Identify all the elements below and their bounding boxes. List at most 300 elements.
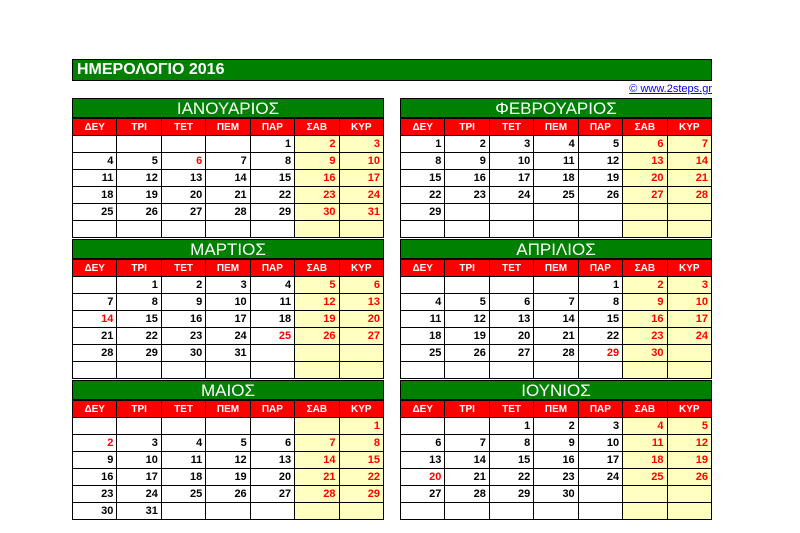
day-cell: 5 (445, 294, 489, 311)
month-grid (400, 118, 712, 238)
day-cell: 20 (250, 469, 294, 486)
weekday-header: ΠΕΜ (206, 260, 250, 277)
day-cell: 24 (667, 328, 711, 345)
day-cell: 9 (73, 452, 117, 469)
day-cell (339, 221, 383, 238)
day-cell: 12 (445, 311, 489, 328)
day-cell: 15 (250, 170, 294, 187)
day-cell: 21 (73, 328, 117, 345)
day-cell: 21 (445, 469, 489, 486)
day-cell: 15 (489, 452, 533, 469)
day-cell: 18 (534, 170, 578, 187)
day-cell: 4 (623, 418, 667, 435)
week-row (73, 153, 384, 170)
day-cell: 2 (534, 418, 578, 435)
day-cell (161, 418, 205, 435)
week-row (73, 328, 384, 345)
day-cell (161, 136, 205, 153)
copyright-link[interactable]: © www.2steps.gr (629, 83, 712, 95)
day-cell: 27 (161, 204, 205, 221)
day-cell: 25 (534, 187, 578, 204)
day-cell: 2 (161, 277, 205, 294)
day-cell: 3 (117, 435, 161, 452)
day-cell: 19 (578, 170, 622, 187)
day-cell: 6 (489, 294, 533, 311)
weekday-header: ΠΑΡ (578, 260, 622, 277)
day-cell (489, 362, 533, 379)
day-cell: 20 (339, 311, 383, 328)
day-cell (295, 345, 339, 362)
week-row (73, 345, 384, 362)
weekday-header: ΚΥΡ (667, 119, 711, 136)
weekday-header: ΠΑΡ (250, 401, 294, 418)
day-cell: 8 (339, 435, 383, 452)
weekday-header: ΣΑΒ (623, 119, 667, 136)
day-cell: 11 (250, 294, 294, 311)
day-cell: 8 (489, 435, 533, 452)
weekday-header: ΚΥΡ (667, 401, 711, 418)
week-row (73, 469, 384, 486)
day-cell: 17 (489, 170, 533, 187)
month-grid (72, 259, 384, 379)
day-cell: 24 (489, 187, 533, 204)
day-cell: 2 (445, 136, 489, 153)
day-cell: 13 (401, 452, 445, 469)
weekday-header: ΠΕΜ (534, 260, 578, 277)
day-cell (489, 277, 533, 294)
day-cell: 29 (578, 345, 622, 362)
day-cell: 15 (401, 170, 445, 187)
day-cell: 4 (534, 136, 578, 153)
weekday-header: ΠΕΜ (534, 401, 578, 418)
day-cell: 11 (401, 311, 445, 328)
day-cell (206, 362, 250, 379)
day-cell: 3 (206, 277, 250, 294)
week-row (401, 486, 712, 503)
day-cell: 14 (73, 311, 117, 328)
day-cell: 8 (117, 294, 161, 311)
week-row (73, 221, 384, 238)
day-cell: 6 (623, 136, 667, 153)
month-block (400, 98, 712, 238)
day-cell: 19 (667, 452, 711, 469)
day-cell: 27 (250, 486, 294, 503)
day-cell: 27 (489, 345, 533, 362)
day-cell: 26 (117, 204, 161, 221)
day-cell: 23 (445, 187, 489, 204)
day-cell (667, 503, 711, 520)
day-cell: 25 (401, 345, 445, 362)
week-row (73, 136, 384, 153)
day-cell (623, 503, 667, 520)
day-cell: 27 (339, 328, 383, 345)
day-cell: 15 (578, 311, 622, 328)
day-cell: 1 (117, 277, 161, 294)
day-cell: 13 (161, 170, 205, 187)
day-cell: 18 (401, 328, 445, 345)
day-cell: 12 (295, 294, 339, 311)
week-row (73, 435, 384, 452)
week-row (401, 328, 712, 345)
day-cell: 12 (667, 435, 711, 452)
day-cell: 10 (339, 153, 383, 170)
day-cell: 31 (117, 503, 161, 520)
week-row (401, 187, 712, 204)
day-cell: 22 (117, 328, 161, 345)
day-cell: 20 (161, 187, 205, 204)
day-cell: 7 (295, 435, 339, 452)
day-cell: 8 (250, 153, 294, 170)
week-row (401, 311, 712, 328)
day-cell: 1 (578, 277, 622, 294)
day-cell (401, 418, 445, 435)
day-cell (339, 362, 383, 379)
day-cell: 22 (489, 469, 533, 486)
day-cell: 12 (206, 452, 250, 469)
day-cell (445, 221, 489, 238)
day-cell (295, 362, 339, 379)
day-cell: 4 (161, 435, 205, 452)
day-cell: 29 (489, 486, 533, 503)
day-cell: 8 (401, 153, 445, 170)
day-cell (339, 503, 383, 520)
day-cell: 17 (117, 469, 161, 486)
day-cell: 18 (161, 469, 205, 486)
calendar-title: ΗΜΕΡΟΛΟΓΙΟ 2016 (72, 59, 712, 81)
weekday-header: ΤΡΙ (445, 119, 489, 136)
day-cell: 15 (117, 311, 161, 328)
day-cell: 31 (206, 345, 250, 362)
day-cell (206, 418, 250, 435)
weekday-header: ΚΥΡ (667, 260, 711, 277)
day-cell: 17 (667, 311, 711, 328)
weekday-header: ΣΑΒ (295, 401, 339, 418)
day-cell: 14 (667, 153, 711, 170)
day-cell (534, 221, 578, 238)
day-cell: 18 (73, 187, 117, 204)
weekday-header: ΤΡΙ (445, 401, 489, 418)
day-cell: 23 (73, 486, 117, 503)
month-block (400, 380, 712, 520)
day-cell: 13 (489, 311, 533, 328)
day-cell: 23 (295, 187, 339, 204)
week-row (401, 204, 712, 221)
weekday-header: ΔΕΥ (401, 401, 445, 418)
day-cell: 15 (339, 452, 383, 469)
day-cell (578, 486, 622, 503)
week-row (401, 469, 712, 486)
day-cell (250, 503, 294, 520)
weekday-header: ΔΕΥ (73, 119, 117, 136)
day-cell: 20 (489, 328, 533, 345)
month-grid (72, 118, 384, 238)
day-cell (534, 362, 578, 379)
day-cell: 12 (578, 153, 622, 170)
day-cell: 10 (206, 294, 250, 311)
weekday-header: ΔΕΥ (401, 119, 445, 136)
day-cell (489, 204, 533, 221)
weekday-header: ΤΕΤ (489, 401, 533, 418)
day-cell: 7 (206, 153, 250, 170)
day-cell (534, 503, 578, 520)
day-cell (445, 418, 489, 435)
day-cell: 20 (623, 170, 667, 187)
day-cell: 1 (339, 418, 383, 435)
day-cell: 13 (623, 153, 667, 170)
month-block (72, 98, 384, 238)
day-cell: 6 (401, 435, 445, 452)
day-cell (117, 418, 161, 435)
day-cell: 5 (295, 277, 339, 294)
weekday-header: ΠΕΜ (206, 119, 250, 136)
day-cell: 24 (578, 469, 622, 486)
day-cell: 21 (667, 170, 711, 187)
day-cell (250, 221, 294, 238)
day-cell: 7 (667, 136, 711, 153)
month-name: ΙΟΥΝΙΟΣ (400, 380, 712, 400)
weekday-header: ΤΕΤ (489, 119, 533, 136)
day-cell (250, 418, 294, 435)
week-row (401, 362, 712, 379)
day-cell: 16 (623, 311, 667, 328)
day-cell: 19 (206, 469, 250, 486)
day-cell: 3 (489, 136, 533, 153)
day-cell: 28 (667, 187, 711, 204)
day-cell: 22 (578, 328, 622, 345)
day-cell: 5 (578, 136, 622, 153)
day-cell: 10 (578, 435, 622, 452)
day-cell (73, 418, 117, 435)
day-cell: 24 (339, 187, 383, 204)
day-cell: 16 (295, 170, 339, 187)
week-row (73, 187, 384, 204)
day-cell: 21 (534, 328, 578, 345)
week-row (401, 294, 712, 311)
day-cell (117, 221, 161, 238)
day-cell: 18 (250, 311, 294, 328)
day-cell (206, 136, 250, 153)
day-cell: 30 (73, 503, 117, 520)
weekday-header: ΤΡΙ (117, 401, 161, 418)
day-cell: 3 (339, 136, 383, 153)
day-cell: 17 (578, 452, 622, 469)
day-cell (578, 362, 622, 379)
weekday-header: ΣΑΒ (295, 260, 339, 277)
day-cell: 22 (339, 469, 383, 486)
day-cell: 13 (339, 294, 383, 311)
day-cell (578, 221, 622, 238)
day-cell: 17 (339, 170, 383, 187)
day-cell: 23 (534, 469, 578, 486)
day-cell (534, 204, 578, 221)
weekday-header: ΔΕΥ (401, 260, 445, 277)
day-cell: 27 (401, 486, 445, 503)
week-row (401, 221, 712, 238)
day-cell: 14 (445, 452, 489, 469)
day-cell (667, 221, 711, 238)
day-cell (295, 503, 339, 520)
weekday-header: ΤΕΤ (161, 401, 205, 418)
day-cell: 7 (445, 435, 489, 452)
week-row (73, 486, 384, 503)
weekday-header: ΣΑΒ (295, 119, 339, 136)
day-cell: 25 (73, 204, 117, 221)
week-row (401, 435, 712, 452)
weekday-header: ΤΕΤ (161, 119, 205, 136)
month-name: ΙΑΝΟΥΑΡΙΟΣ (72, 98, 384, 118)
day-cell (117, 136, 161, 153)
day-cell: 5 (206, 435, 250, 452)
day-cell: 28 (206, 204, 250, 221)
day-cell: 29 (117, 345, 161, 362)
day-cell: 28 (73, 345, 117, 362)
week-row (73, 204, 384, 221)
day-cell: 9 (445, 153, 489, 170)
day-cell (489, 221, 533, 238)
day-cell: 29 (339, 486, 383, 503)
month-grid (72, 400, 384, 520)
day-cell (161, 503, 205, 520)
day-cell: 27 (623, 187, 667, 204)
day-cell: 11 (161, 452, 205, 469)
day-cell: 28 (534, 345, 578, 362)
week-row (401, 503, 712, 520)
day-cell: 24 (206, 328, 250, 345)
weekday-header: ΠΑΡ (578, 119, 622, 136)
day-cell (206, 221, 250, 238)
day-cell: 25 (161, 486, 205, 503)
weekday-header: ΠΑΡ (250, 119, 294, 136)
day-cell: 1 (250, 136, 294, 153)
day-cell: 16 (445, 170, 489, 187)
day-cell (117, 362, 161, 379)
month-name: ΜΑΡΤΙΟΣ (72, 239, 384, 259)
day-cell (667, 362, 711, 379)
day-cell: 7 (73, 294, 117, 311)
day-cell: 24 (117, 486, 161, 503)
day-cell (578, 503, 622, 520)
weekday-header: ΤΕΤ (489, 260, 533, 277)
day-cell: 5 (667, 418, 711, 435)
day-cell: 4 (250, 277, 294, 294)
month-grid (400, 259, 712, 379)
day-cell: 6 (161, 153, 205, 170)
day-cell (73, 136, 117, 153)
day-cell: 13 (250, 452, 294, 469)
week-row (73, 418, 384, 435)
week-row (73, 170, 384, 187)
day-cell: 1 (401, 136, 445, 153)
day-cell: 6 (250, 435, 294, 452)
day-cell: 31 (339, 204, 383, 221)
day-cell: 30 (534, 486, 578, 503)
day-cell: 11 (73, 170, 117, 187)
day-cell: 26 (295, 328, 339, 345)
day-cell: 14 (534, 311, 578, 328)
month-name: ΜΑΙΟΣ (72, 380, 384, 400)
day-cell: 10 (667, 294, 711, 311)
day-cell: 19 (117, 187, 161, 204)
day-cell: 14 (295, 452, 339, 469)
day-cell (161, 221, 205, 238)
day-cell (295, 418, 339, 435)
day-cell (73, 277, 117, 294)
day-cell (401, 362, 445, 379)
day-cell (250, 345, 294, 362)
week-row (73, 362, 384, 379)
day-cell: 4 (401, 294, 445, 311)
week-row (401, 136, 712, 153)
day-cell (73, 221, 117, 238)
day-cell: 9 (161, 294, 205, 311)
weekday-header: ΚΥΡ (339, 260, 383, 277)
day-cell (250, 362, 294, 379)
day-cell: 17 (206, 311, 250, 328)
day-cell: 28 (295, 486, 339, 503)
day-cell: 1 (489, 418, 533, 435)
weekday-header: ΠΑΡ (578, 401, 622, 418)
day-cell: 26 (445, 345, 489, 362)
weekday-header: ΤΡΙ (117, 260, 161, 277)
day-cell (667, 345, 711, 362)
month-block (72, 239, 384, 379)
day-cell (401, 503, 445, 520)
day-cell (339, 345, 383, 362)
day-cell (445, 277, 489, 294)
weekday-header: ΤΕΤ (161, 260, 205, 277)
day-cell: 2 (73, 435, 117, 452)
week-row (73, 452, 384, 469)
day-cell: 25 (250, 328, 294, 345)
day-cell: 18 (623, 452, 667, 469)
day-cell: 19 (445, 328, 489, 345)
day-cell: 10 (489, 153, 533, 170)
month-name: ΦΕΒΡΟΥΑΡΙΟΣ (400, 98, 712, 118)
day-cell (534, 277, 578, 294)
day-cell: 8 (578, 294, 622, 311)
day-cell: 16 (73, 469, 117, 486)
weekday-header: ΣΑΒ (623, 401, 667, 418)
day-cell (445, 362, 489, 379)
week-row (73, 503, 384, 520)
weekday-header: ΚΥΡ (339, 119, 383, 136)
day-cell: 10 (117, 452, 161, 469)
weekday-header: ΠΕΜ (534, 119, 578, 136)
day-cell: 26 (578, 187, 622, 204)
weekday-header: ΠΕΜ (206, 401, 250, 418)
day-cell (445, 204, 489, 221)
day-cell: 3 (578, 418, 622, 435)
day-cell (401, 277, 445, 294)
day-cell (401, 221, 445, 238)
month-block (72, 380, 384, 520)
weekday-header: ΤΡΙ (445, 260, 489, 277)
day-cell: 21 (206, 187, 250, 204)
week-row (401, 153, 712, 170)
day-cell: 3 (667, 277, 711, 294)
day-cell: 16 (534, 452, 578, 469)
weekday-header: ΚΥΡ (339, 401, 383, 418)
weekday-header: ΔΕΥ (73, 260, 117, 277)
week-row (401, 418, 712, 435)
day-cell: 20 (401, 469, 445, 486)
day-cell: 5 (117, 153, 161, 170)
day-cell: 22 (401, 187, 445, 204)
month-block (400, 239, 712, 379)
day-cell (445, 503, 489, 520)
weekday-header: ΔΕΥ (73, 401, 117, 418)
day-cell (295, 221, 339, 238)
